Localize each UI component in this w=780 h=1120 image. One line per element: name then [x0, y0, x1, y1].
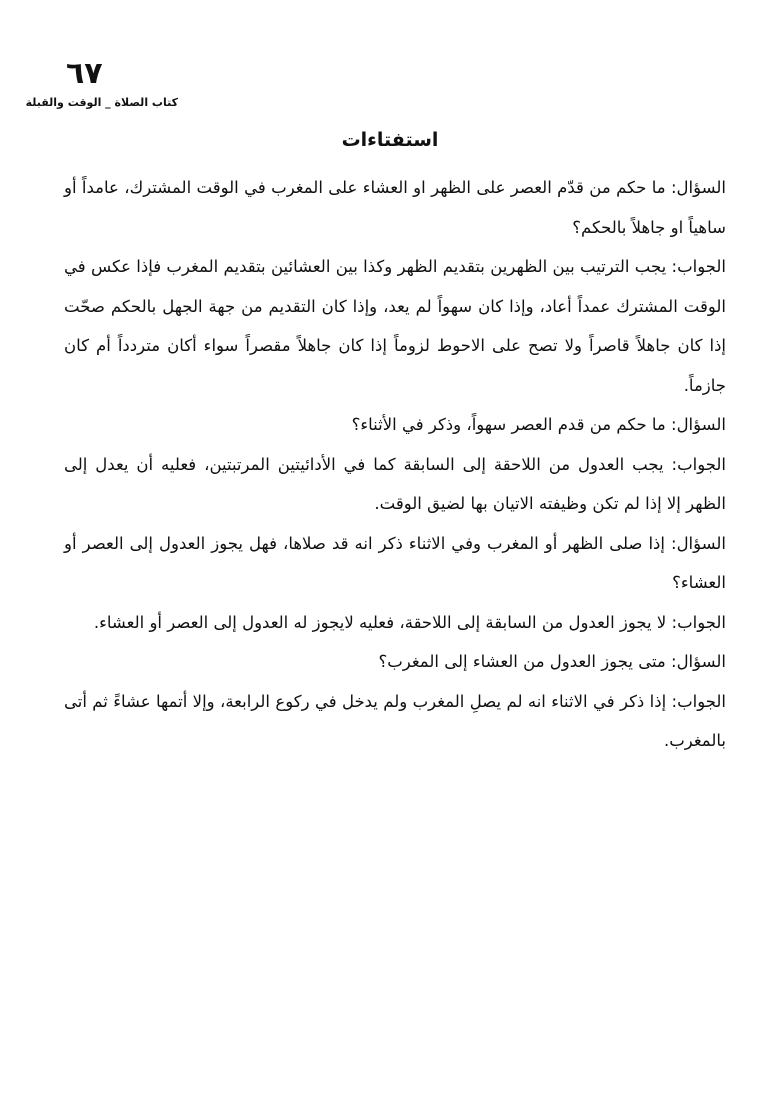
question-paragraph: السؤال: إذا صلى الظهر أو المغرب وفي الاثناء ذكر انه قد صلاها، فهل يجوز العدول إلى العصر أو العشاء؟ [64, 533, 726, 592]
answer-paragraph: الجواب: يجب العدول من اللاحقة إلى السابقة كما في الأدائيتين المرتبتين، فعليه أن يعدل إلى الظهر إلا إذا لم تكن وظيفته الاتيان بها لضيق الوقت. [64, 454, 726, 513]
running-head: كتاب الصلاة _ الوقت والقبلة [25, 96, 178, 109]
section-title: استفتاءات [341, 129, 439, 151]
answer-paragraph: الجواب: يجب الترتيب بين الظهرين بتقديم الظهر وكذا بين العشائين بتقديم المغرب فإذا عكس في الوقت المشترك عمداً أعاد، وإذا كان سهواً لم يعد، وإذا كان التقديم من جهة الجهل بالحكم صحّت إذا كان جاهلاً قاصراً ولا تصح على الاحوط لزوماً إذا كان جاهلاً مقصراً سواء أكان متردداً أم كان جازماً. [64, 257, 726, 395]
page-header [25, 56, 178, 110]
question-paragraph: السؤال: ما حكم من قدم العصر سهواً، وذكر في الأثناء؟ [351, 415, 726, 434]
answer-paragraph: الجواب: إذا ذكر في الاثناء انه لم يصلِ المغرب ولم يدخل في ركوع الرابعة، وإلا أتمها عشاءً ثم أتى بالمغرب. [64, 691, 726, 750]
question-paragraph: السؤال: متى يجوز العدول من العشاء إلى المغرب؟ [378, 652, 726, 671]
page-number: ٦٧ [66, 56, 103, 91]
answer-paragraph: الجواب: لا يجوز العدول من السابقة إلى اللاحقة، فعليه لايجوز له العدول إلى العصر أو العشاء. [93, 612, 726, 632]
question-paragraph: السؤال: ما حكم من قدّم العصر على الظهر او العشاء على المغرب في الوقت المشترك، عامداً أو ساهياً او جاهلاً بالحكم؟ [64, 178, 726, 237]
body-text [64, 168, 726, 761]
